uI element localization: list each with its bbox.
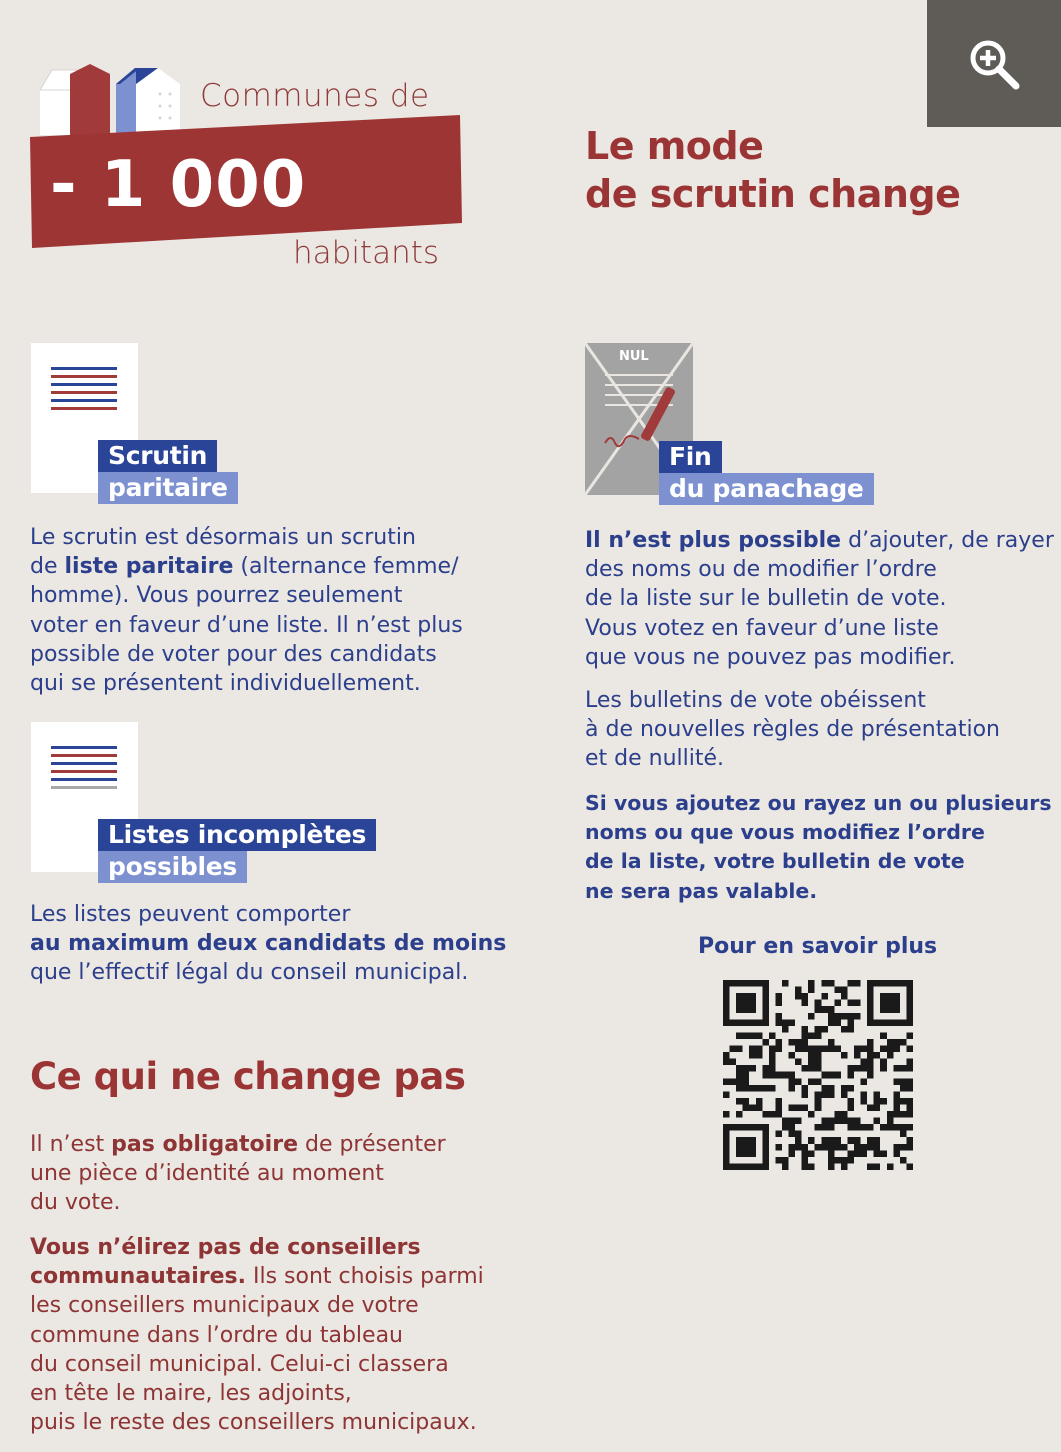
panachage-text-1: Il n’est plus possible d’ajouter, de rayer des noms ou de modifier l’ordre de la liste sur le bulletin de vote. Vous votez en faveur d’une liste que vous ne pouvez pas modifier. <box>585 528 1054 670</box>
unchanged-id-text: Il n’est pas obligatoire de présenter une pièce d’identité au moment du vote. <box>30 1132 446 1216</box>
scrutin-paritaire-tag: Scrutin paritaire <box>98 440 238 504</box>
communes-de-label: Communes de <box>200 78 430 114</box>
listes-incompletes-text: Les listes peuvent comporter au maximum deux candidats de moins que l’effectif légal du conseil municipal. <box>30 902 507 986</box>
population-number: - 1 000 <box>50 148 307 222</box>
habitants-label: habitants <box>293 235 440 271</box>
unchanged-title: Ce qui ne change pas <box>30 1055 466 1098</box>
page-title: Le mode de scrutin change <box>585 124 961 216</box>
qr-code[interactable] <box>722 980 914 1170</box>
listes-incompletes-tag: Listes incomplètes possibles <box>98 819 376 883</box>
learn-more-label: Pour en savoir plus <box>698 934 938 959</box>
nul-label: NUL <box>619 349 649 364</box>
zoom-button[interactable] <box>927 0 1061 127</box>
scrutin-paritaire-text: Le scrutin est désormais un scrutin de liste paritaire (alternance femme/ homme). Vous pourrez seulement voter en faveur d’une liste. Il n’est plus possible de voter pour des candidats qui se présentent individuellement. <box>30 525 463 697</box>
zoom-in-icon <box>966 36 1022 92</box>
panachage-warning: Si vous ajoutez ou rayez un ou plusieurs noms ou que vous modifiez l’ordre de la liste, votre bulletin de vote ne sera pas valable. <box>585 791 1052 903</box>
fin-panachage-tag: Fin du panachage <box>659 441 874 505</box>
panachage-text-2: Les bulletins de vote obéissent à de nouvelles règles de présentation et de nullité. <box>585 688 1000 772</box>
unchanged-councillors-text: Vous n’élirez pas de conseillers communautaires. Ils sont choisis parmi les conseillers municipaux de votre commune dans l’ordre du tableau du conseil municipal. Celui-ci classera en tête le maire, les adjoints, puis le reste des conseillers municipaux. <box>30 1235 484 1436</box>
